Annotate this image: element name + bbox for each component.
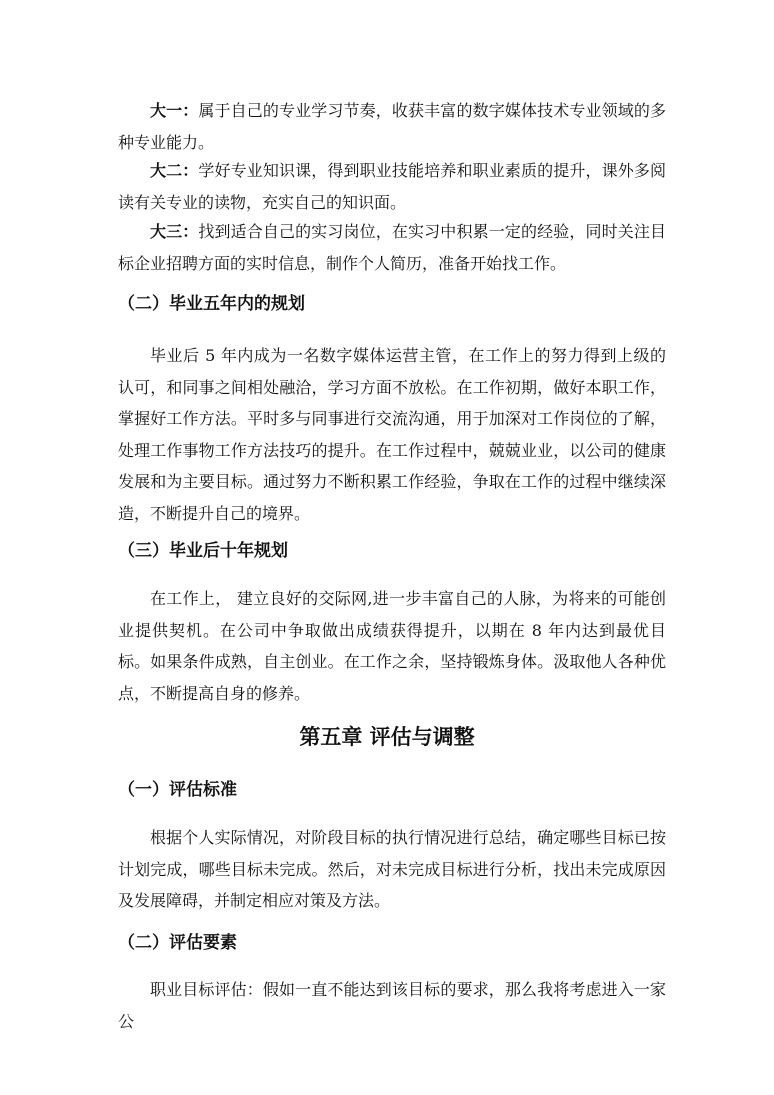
criteria-paragraph: 根据个人实际情况，对阶段目标的执行情况进行总结，确定哪些目标已按计划完成，哪些目标未完成。然后，对未完成目标进行分析，找出未完成原因及发展障碍，并制定相应对策及方法。 [118, 828, 666, 910]
section-heading-elements: （二）评估要素 [118, 933, 237, 953]
plan-year-two [118, 155, 666, 218]
section-heading-criteria: （一）评估标准 [118, 780, 237, 800]
plan-year-two-text: 学好专业知识课，得到职业技能培养和职业素质的提升，课外多阅读有关专业的读物，充实自己的知识面。 [118, 161, 666, 212]
plan-year-one-text: 属于自己的专业学习节奏，收获丰富的数字媒体技术专业领域的多种专业能力。 [118, 101, 666, 152]
five-year-plan-paragraph: 毕业后 5 年内成为一名数字媒体运营主管，在工作上的努力得到上级的认可，和同事之间相处融洽，学习方面不放松。在工作初期，做好本职工作，掌握好工作方法。平时多与同事进行交流沟通，用于加深对工作岗位的了解，处理工作事物工作方法技巧的提升。在工作过程中，兢兢业业，以公司的健康发展和为主要目标。通过努力不断积累工作经验，争取在工作的过程中继续深造，不断提升自己的境界。 [118, 346, 666, 523]
plan-year-one-label: 大一： [150, 101, 199, 120]
ten-year-plan-paragraph: 在工作上， 建立良好的交际网,进一步丰富自己的人脉，为将来的可能创业提供契机。在公司中争取做出成绩获得提升，以期在 8 年内达到最优目标。如果条件成熟，自主创业。在工作之余，坚持锻炼身体。汲取他人各种优点，不断提高自身的修养。 [118, 589, 666, 703]
plan-year-two-label: 大二： [150, 161, 199, 180]
plan-year-one [118, 95, 666, 158]
plan-year-three-text: 找到适合自己的实习岗位，在实习中积累一定的经验，同时关注目标企业招聘方面的实时信息，制作个人简历，准备开始找工作。 [118, 222, 666, 273]
plan-year-three [118, 216, 666, 279]
elements-paragraph: 职业目标评估：假如一直不能达到该目标的要求，那么我将考虑进入一家公 [118, 980, 666, 1031]
section-heading-ten-year: （三）毕业后十年规划 [118, 541, 288, 561]
section-heading-five-year: （二）毕业五年内的规划 [118, 294, 305, 314]
plan-year-three-label: 大三： [150, 222, 199, 241]
chapter-title: 第五章 评估与调整 [299, 725, 475, 749]
